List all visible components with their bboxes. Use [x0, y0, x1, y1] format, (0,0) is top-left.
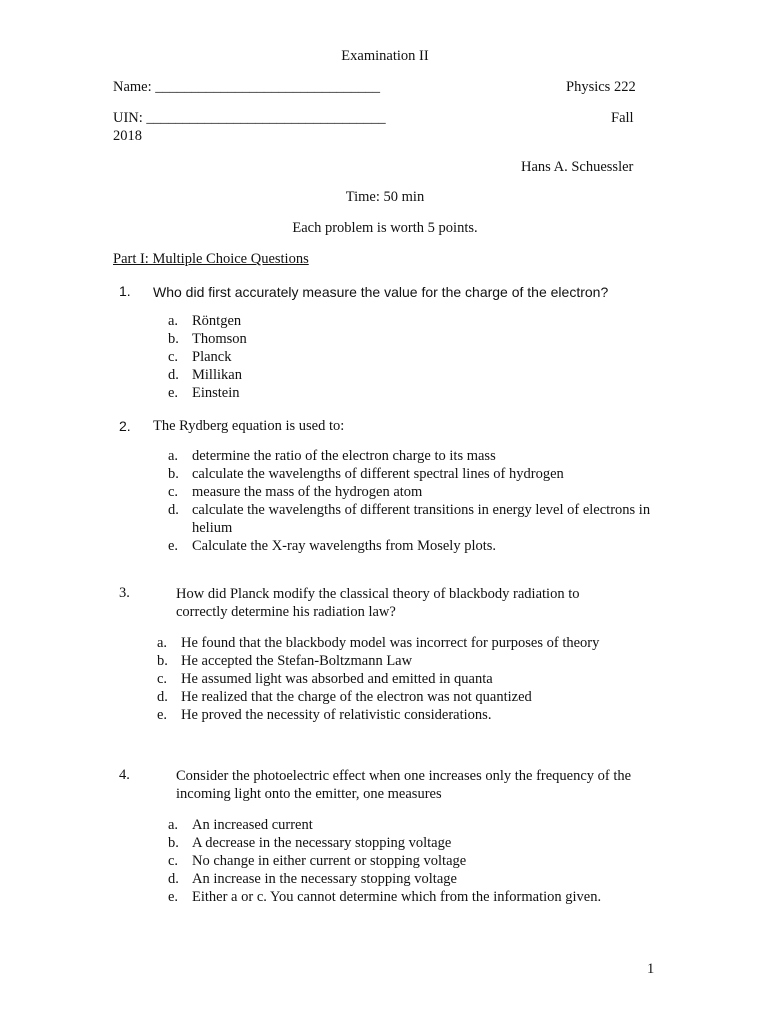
option-letter: b. — [168, 835, 179, 851]
option-letter: d. — [168, 871, 179, 887]
option-item[interactable] — [168, 366, 247, 384]
option-item[interactable] — [157, 634, 599, 652]
term-year: 2018 — [113, 128, 142, 144]
option-text: An increase in the necessary stopping voltage — [192, 871, 457, 887]
question-3-number: 3. — [119, 585, 130, 601]
question-2-number: 2. — [119, 418, 131, 434]
option-text: He assumed light was absorbed and emitted in quanta — [181, 671, 493, 687]
option-letter: e. — [168, 538, 179, 554]
question-3-text: How did Planck modify the classical theory of blackbody radiation to correctly determine his radiation law? — [176, 586, 580, 620]
option-item[interactable] — [168, 834, 601, 852]
option-text: Thomson — [192, 331, 247, 347]
question-1-options — [168, 312, 247, 402]
option-item[interactable] — [157, 670, 599, 688]
option-item[interactable] — [168, 330, 247, 348]
option-item[interactable] — [168, 348, 247, 366]
option-letter: c. — [168, 349, 179, 365]
points-note: Each problem is worth 5 points. — [292, 220, 478, 236]
question-3-options — [157, 634, 599, 724]
option-text: No change in either current or stopping voltage — [192, 853, 467, 869]
question-1-number: 1. — [119, 283, 131, 299]
option-item[interactable] — [168, 852, 601, 870]
part-heading: Part I: Multiple Choice Questions — [113, 251, 309, 267]
option-text: measure the mass of the hydrogen atom — [192, 484, 423, 500]
option-text: Röntgen — [192, 313, 242, 329]
page-number: 1 — [647, 961, 655, 977]
option-text: He realized that the charge of the electron was not quantized — [181, 689, 532, 705]
question-4-text: Consider the photoelectric effect when one increases only the frequency of the incoming light onto the emitter, one measures — [176, 768, 632, 802]
option-text: Either a or c. You cannot determine which from the information given. — [192, 889, 602, 905]
option-text: Planck — [192, 349, 232, 365]
option-item[interactable] — [168, 465, 662, 483]
option-text: An increased current — [192, 817, 313, 833]
option-item[interactable] — [168, 384, 247, 402]
exam-title: Examination II — [341, 48, 429, 64]
option-letter: d. — [168, 502, 179, 518]
option-item[interactable] — [157, 688, 599, 706]
question-4-number: 4. — [119, 767, 130, 783]
instructor-name: Hans A. Schuessler — [521, 159, 634, 175]
option-item[interactable] — [157, 652, 599, 670]
option-item[interactable] — [168, 816, 601, 834]
question-2-text: The Rydberg equation is used to: — [153, 418, 345, 434]
option-text: Einstein — [192, 385, 240, 401]
option-letter: c. — [168, 853, 179, 869]
option-letter: d. — [168, 367, 179, 383]
question-2-options — [168, 447, 662, 555]
uin-field-label: UIN: _________________________________ — [113, 110, 386, 126]
option-letter: b. — [168, 466, 179, 482]
option-item[interactable] — [168, 888, 601, 906]
option-text: He proved the necessity of relativistic considerations. — [181, 707, 492, 723]
option-text: He found that the blackbody model was incorrect for purposes of theory — [181, 635, 600, 651]
option-text: Calculate the X-ray wavelengths from Mosely plots. — [192, 538, 497, 554]
name-field-label: Name: _______________________________ — [113, 79, 381, 95]
time-limit: Time: 50 min — [345, 189, 425, 205]
option-item[interactable] — [168, 870, 601, 888]
option-text: determine the ratio of the electron charge to its mass — [192, 448, 496, 464]
option-item[interactable] — [168, 537, 662, 555]
option-letter: b. — [157, 653, 168, 669]
option-letter: c. — [157, 671, 168, 687]
option-text: Millikan — [192, 367, 242, 383]
option-text: calculate the wavelengths of different transitions in energy level of electrons in helium — [192, 502, 651, 536]
option-letter: a. — [168, 448, 179, 464]
option-item[interactable] — [157, 706, 599, 724]
option-item[interactable] — [168, 312, 247, 330]
option-letter: a. — [157, 635, 168, 651]
option-letter: a. — [168, 817, 179, 833]
term-fall: Fall — [611, 110, 634, 126]
option-letter: a. — [168, 313, 179, 329]
option-letter: e. — [168, 385, 179, 401]
option-text: A decrease in the necessary stopping voltage — [192, 835, 452, 851]
course-label: Physics 222 — [566, 79, 636, 95]
option-item[interactable] — [168, 447, 662, 465]
option-text: calculate the wavelengths of different spectral lines of hydrogen — [192, 466, 564, 482]
option-letter: d. — [157, 689, 168, 705]
option-letter: b. — [168, 331, 179, 347]
option-letter: e. — [168, 889, 179, 905]
option-item[interactable] — [168, 501, 662, 537]
option-letter: c. — [168, 484, 179, 500]
question-1-text: Who did first accurately measure the value for the charge of the electron? — [153, 284, 609, 300]
question-4-options — [168, 816, 601, 906]
option-text: He accepted the Stefan-Boltzmann Law — [181, 653, 413, 669]
option-letter: e. — [157, 707, 168, 723]
option-item[interactable] — [168, 483, 662, 501]
